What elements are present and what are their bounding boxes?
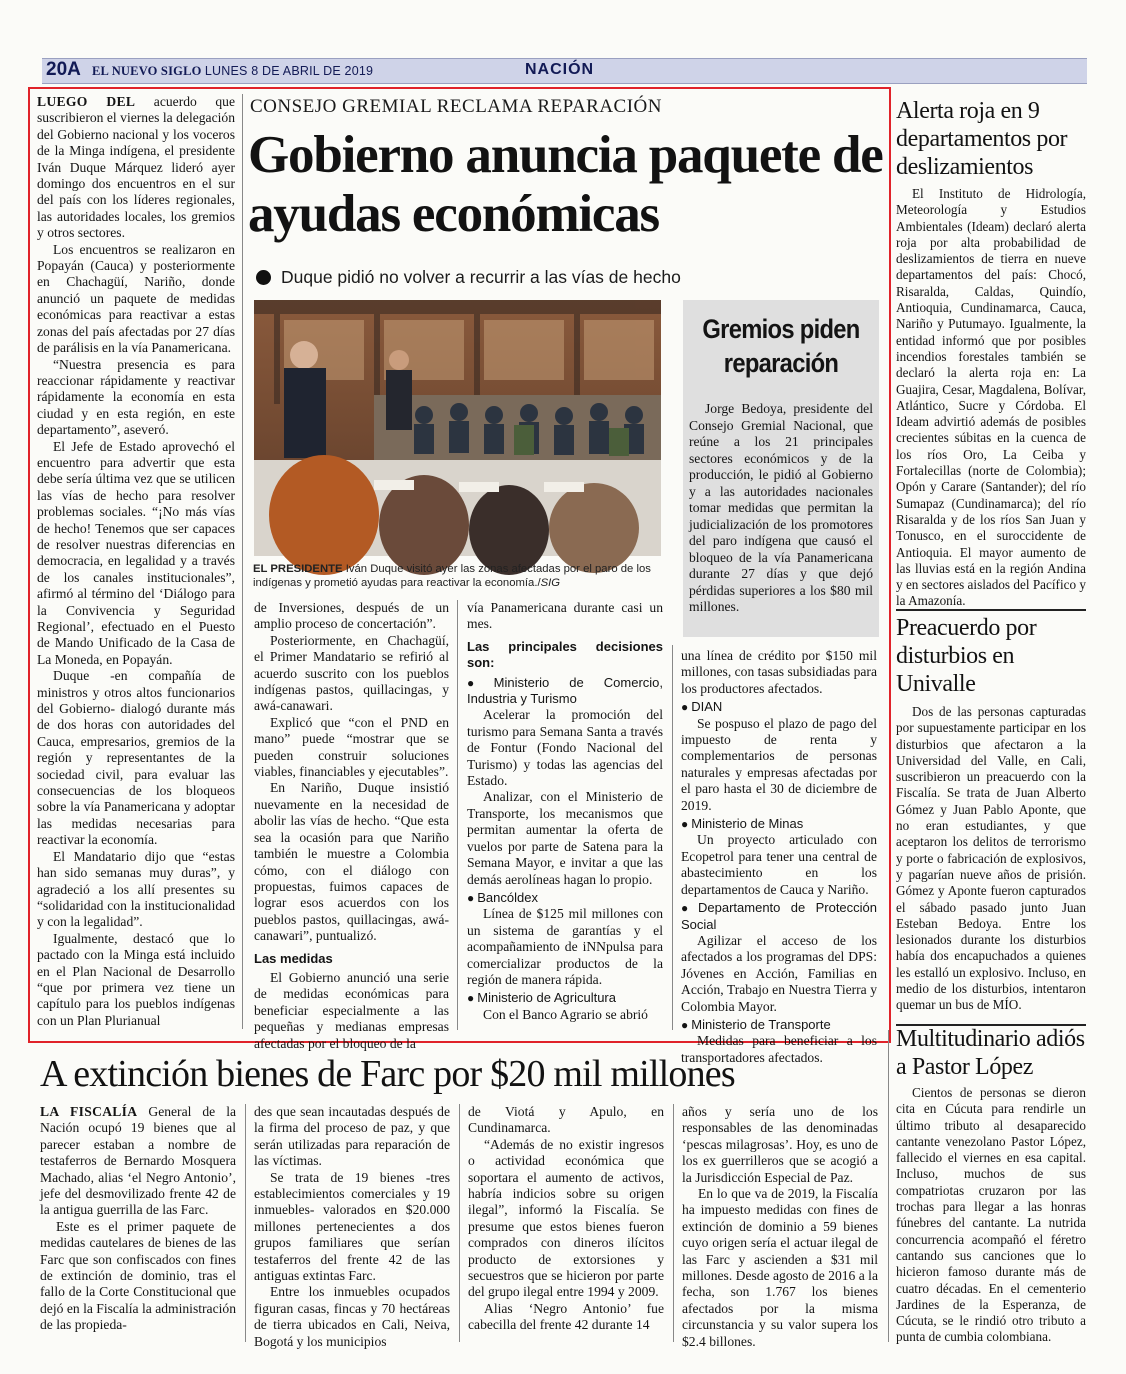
column-divider (673, 1104, 674, 1342)
subhead: Las principales decisiones son: (467, 638, 663, 671)
farc-column-2 (254, 1104, 450, 1349)
column-divider (672, 645, 673, 1030)
paragraph: Analizar, con el Ministerio de Transporte, los mecanismos que permitan aumentar la oferta de vuelos por parte de Satena para la Semana Mayor, e invitar a que las demás aerolíneas hagan lo propio. (467, 789, 663, 887)
photo-illustration (254, 300, 661, 556)
paragraph: Jorge Bedoya, presidente del Consejo Gremial Nacional, que reúne a los 21 principales sectores económicos y de la producción, le pidió al Gobierno y a las autoridades nacionales tomar medidas que permitan la judicialización de los promotores del paro indígena que causó el bloqueo de la vía Panamericana durante 27 días y que dejó pérdidas superiores a los $80 mil millones. (689, 401, 873, 614)
paragraph: acuerdo que suscribieron el viernes la delegación del Gobierno nacional y los voceros de la Minga indígena, el presidente Iván Duque Márquez lideró ayer domingo dos encuentros en el sur del país con los líderes regionales, las autoridades locales, los gremios y otros sectores. (37, 94, 235, 241)
story-lead-word: LA FISCALÍA (40, 1104, 138, 1119)
paragraph: años y sería uno de los responsables de las denominadas ‘pescas milagrosas’. Hoy, es uno de los ex guerrilleros que se acogió a la Jurisdicción Especial de Paz. (682, 1104, 878, 1185)
paragraph: “Nuestra presencia es para reaccionar rápidamente y reactivar rápidamente la economía en esta ciudad y en esta región, en este departamento”, aseveró. (37, 356, 235, 438)
subhead: Las medidas (254, 950, 333, 966)
paragraph: Entre los inmuebles ocupados figuran casas, fincas y 70 hectáreas de tierra ubicados en Cali, Neiva, Bogotá y los municipios (254, 1284, 450, 1349)
paragraph: Cientos de personas se dieron cita en Cúcuta para rendirle un último tributo al desaparecido cantante venezolano Pastor López, fallecido el viernes en esa capital. Incluso, muchos de sus compatriotas cruzaron por las trochas para llegar a las honras fúnebres del cantante. La nutrida concurrencia acompañó el féretro cantando sus canciones que lo hicieron famoso durante más de cuatro décadas. En el cementerio Jardines de la Esperanza, de Cúcuta, se le rindió otro tributo a punta de cumbia colombiana. (896, 1085, 1086, 1345)
paragraph: de Inversiones, después de un amplio proceso de concertación”. (254, 600, 449, 632)
brief-body (896, 704, 1086, 1022)
column-divider (242, 94, 243, 1029)
paper-name: EL NUEVO SIGLO (92, 64, 202, 78)
paragraph: Medidas para beneficiar a los transportadores afectados. (681, 1033, 877, 1065)
farc-column-1 (40, 1104, 236, 1344)
photo-credit: SIG (540, 577, 561, 589)
paragraph: General de la Nación ocupó 19 bienes que al parecer estaban a nombre de testaferros de Bernardo Mosquera Machado, alias ‘el Negro Antonio’, jefe del desmovilizado frente 42 de la antigua guerrilla de las Farc. (40, 1104, 237, 1218)
bullet-item: ● DIAN (681, 699, 877, 715)
paragraph: des que sean incautadas después de la firma del proceso de paz, y que serán utilizadas para reparación de las víctimas. (254, 1104, 450, 1169)
paragraph: En lo que va de 2019, la Fiscalía ha impuesto medidas con fines de extinción de dominio a 59 bienes cuyo origen sería el actuar ilegal de las Farc y ascienden a $31 mil millones. Desde agosto de 2016 a la fecha, son 1.767 los bienes afectados por la misma circunstancia y su valor supera los $2.4 billones. (682, 1186, 878, 1349)
paragraph: El Jefe de Estado aprovechó el encuentro para advertir que esta debe sería última vez que se utilicen las vías de hecho para resolver problemas sociales. “¡No más vías de hecho! Tenemos que ser capaces de resolver nuestras diferencias en democracia, en legalidad y a través de los canales institucionales”, afirmó al término del ‘Diálogo para la Convivencia y Seguridad Regional’, efectuado en el Puesto de Mando Unificado de la Casa de La Moneda, en Popayán. (37, 438, 235, 667)
paragraph: Este es el primer paquete de medidas cautelares de bienes de las Farc que son confiscados con fines de extinción de dominio, tras el fallo de la Corte Constitucional que dejó en la Fiscalía la administración de las propieda- (40, 1218, 236, 1333)
page-number: 20A (46, 59, 81, 80)
column-divider (457, 600, 458, 1030)
paragraph: El Mandatario dijo que “estas han sido semanas muy duras”, y agradeció a los allí presentes su “solidaridad con la institucionalidad y con la legalidad”. (37, 848, 235, 930)
paragraph: una línea de crédito por $150 mil millones, con tasas subsidiadas para los productores afectados. (681, 648, 877, 696)
paragraph: Agilizar el acceso de los afectados a los programas del DPS: Jóvenes en Acción, Familias en Acción, Trabajo en Nuestra Tierra y Colombia Mayor. (681, 932, 877, 1014)
paragraph: Duque -en compañía de ministros y otros altos funcionarios del Gobierno- dialogó durante más de dos horas con autoridades del Cauca, empresarios, gremios de la región y representantes de la sociedad civil, para evaluar las consecuencias de los bloqueos sobre la vía Panamericana y adoptar las medidas necesarias para reactivar la economía. (37, 668, 235, 848)
section-name: NACIÓN (525, 61, 595, 78)
brief-divider (896, 609, 1086, 611)
paragraph: Línea de $125 mil millones con un sistema de garantías y el acompañamiento de iNNpulsa para comercializar productos de la región de manera rápida. (467, 906, 663, 987)
column-divider (888, 1030, 889, 1342)
paragraph: Se trata de 19 bienes -tres establecimientos comerciales y 19 inmuebles- valorados en $20.000 millones pertenecientes a dos grupos familiares que serían testaferros del frente 42 de las antiguas extintas Farc. (254, 1169, 450, 1284)
bullet-item: ● Bancóldex (467, 890, 663, 906)
main-story-column-3 (467, 600, 663, 1030)
bullet-item: ● Ministerio de Comercio, Industria y Turismo (467, 675, 663, 708)
farc-column-3 (468, 1104, 664, 1344)
paragraph: Los encuentros se realizaron en Popayán (Cauca) y posteriormente en Chachagüí, Nariño, donde anunció un paquete de medidas económicas para reactivar a estas zonas del país afectadas por 27 días de parálisis en la vía Panamericana. (37, 241, 235, 356)
bullet-item: ● Ministerio de Agricultura (467, 990, 663, 1006)
bullet-item: ● Departamento de Protección Social (681, 900, 877, 933)
story-lead-word: LUEGO DEL (37, 94, 136, 109)
paragraph: En Nariño, Duque insistió nuevamente en la necesidad de abolir las vías de hecho. “Que esta sea la ocasión para que Nariño también le muestre a Colombia cómo, con el diálogo con propuestas, fuimos capaces de lograr esos acuerdos con los pueblos pastos, quillacingas, awá-canawari”, puntualizó. (254, 780, 449, 944)
paragraph: Acelerar la promoción del turismo para Semana Santa a través de Fontur (Fondo Nacional del Turismo) y todas las agencias del Estado. (467, 707, 663, 789)
brief-body (896, 186, 1086, 609)
issue-date: LUNES 8 DE ABRIL DE 2019 (204, 64, 374, 78)
story-kicker: CONSEJO GREMIAL RECLAMA REPARACIÓN (250, 96, 663, 117)
paragraph: Igualmente, destacó que lo pactado con la Minga está incluido en el Plan Nacional de Desarrollo “que por primera vez tiene un capítulo para los pueblos indígenas con un Plan Plurianual (37, 930, 235, 1028)
sidebar-body (689, 401, 873, 616)
photo-caption (253, 562, 663, 590)
column-divider (459, 1104, 460, 1342)
paragraph: Un proyecto articulado con Ecopetrol para tener una central de abastecimiento en los departamentos de Cauca y Nariño. (681, 832, 877, 897)
paragraph: vía Panamericana durante casi un mes. (467, 600, 663, 632)
bullet-item: ● Ministerio de Minas (681, 816, 877, 832)
news-photo (254, 300, 661, 556)
column-divider (245, 1104, 246, 1342)
paragraph: de Viotá y Apulo, en Cundinamarca. (468, 1104, 664, 1136)
story-headline: Gobierno anuncia paquete de ayudas económicas (248, 126, 883, 243)
paragraph: Explicó que “con el PND en mano” puede “mostrar que se pueden construir soluciones viables, financiables y ejecutables”. (254, 714, 449, 780)
caption-text: Iván Duque visitó ayer las zonas afectadas por el paro de los indígenas y prometió ayudas para reactivar la economía./ (253, 563, 651, 589)
main-story-column-2 (254, 600, 449, 1051)
paragraph: El Gobierno anunció una serie de medidas económicas para beneficiar especialmente a las pequeñas y medianas empresas afectadas por el bloqueo de la (254, 969, 449, 1051)
main-story-column-4 (681, 648, 878, 1065)
story-deck: Duque pidió no volver a recurrir a las vías de hecho (256, 267, 681, 288)
farc-column-4 (682, 1104, 878, 1349)
paragraph: Posteriormente, en Chachagüí, el Primer Mandatario se refirió al acuerdo suscrito con los pueblos indígenas pastos, quillacingas, y awá-canawari. (254, 632, 449, 714)
paragraph: Dos de las personas capturadas por supuestamente participar en los disturbios que afectaron a la Universidad del Valle, en Cali, suscribieron un preacuerdo con la Fiscalía. Se trata de Juan Alberto Gómez y Juan Pablo Aponte, que no eran estudiantes, y que aceptaron los delitos de terrorismo y porte o fabricación de explosivos, y pagarían nueve años de prisión. Gómez y Aponte fueron capturados el sábado pasado junto Juan Esteban Bedoya. Entre los lesionados durante los disturbios había dos encapuchados a quienes les estalló un explosivo. Incluso, en medio de los disturbios, intentaron quemar un bus de MÍO. (896, 704, 1086, 1013)
sidebar-title: Gremios piden reparación (702, 314, 860, 378)
bullet-item: ● Ministerio de Transporte (681, 1017, 877, 1033)
paragraph: Alias ‘Negro Antonio’ fue cabecilla del frente 42 durante 14 (468, 1300, 664, 1333)
paragraph: Con el Banco Agrario se abrió (483, 1006, 648, 1022)
paragraph: “Además de no existir ingresos o actividad económica que soportara el aumento de activos, habría indicios sobre su origen ilegal”, informó la Fiscalía. Se presume que estos bienes fueron comprados con dineros ilícitos producto de extorsiones y secuestros que se hicieron por parte del grupo ilegal entre 1994 y 2009. (468, 1136, 664, 1300)
story-headline: A extinción bienes de Farc por $20 mil millones (40, 1053, 735, 1095)
brief-title: Preacuerdo por disturbios en Univalle (896, 615, 1037, 697)
paragraph: Se pospuso el plazo de pago del impuesto de renta y complementarios de personas naturales y empresas afectadas por el paro hasta el 30 de diciembre de 2019. (681, 715, 877, 813)
brief-title: Multitudinario adiós a Pastor López (896, 1026, 1085, 1080)
main-story-column-1 (37, 94, 235, 1038)
masthead (92, 64, 373, 79)
brief-title: Alerta roja en 9 departamentos por deslizamientos (896, 98, 1068, 180)
brief-body (896, 1085, 1086, 1345)
caption-lead: EL PRESIDENTE (253, 563, 343, 575)
paragraph: El Instituto de Hidrología, Meteorología y Estudios Ambientales (Ideam) declaró alerta roja por alta probabilidad de deslizamientos de tierra en nueve departamentos del país: Chocó, Risaralda, Caldas, Quindío, Antioquia, Cundinamarca, Cauca, Nariño y Putumayo. Igualmente, la entidad informó que por posibles incendios forestales también se declaró la alerta roja en: La Guajira, Cesar, Magdalena, Bolívar, Atlántico, Sucre y Córdoba. El Ideam advirtió además de posibles crecientes súbitas en la cuenca de los ríos Oro, La Ceiba y Fortalecillas (norte de Colombia); Opón y Carare (Santander); del río Sumapaz (Cundinamarca); del río Risaralda y de los ríos San Juan y Tonusco, en el suroccidente de Antioquia. El mayor aumento de las lluvias está en la región Andina y en sectores aislados del Pacífico y la Amazonía. (896, 186, 1086, 609)
